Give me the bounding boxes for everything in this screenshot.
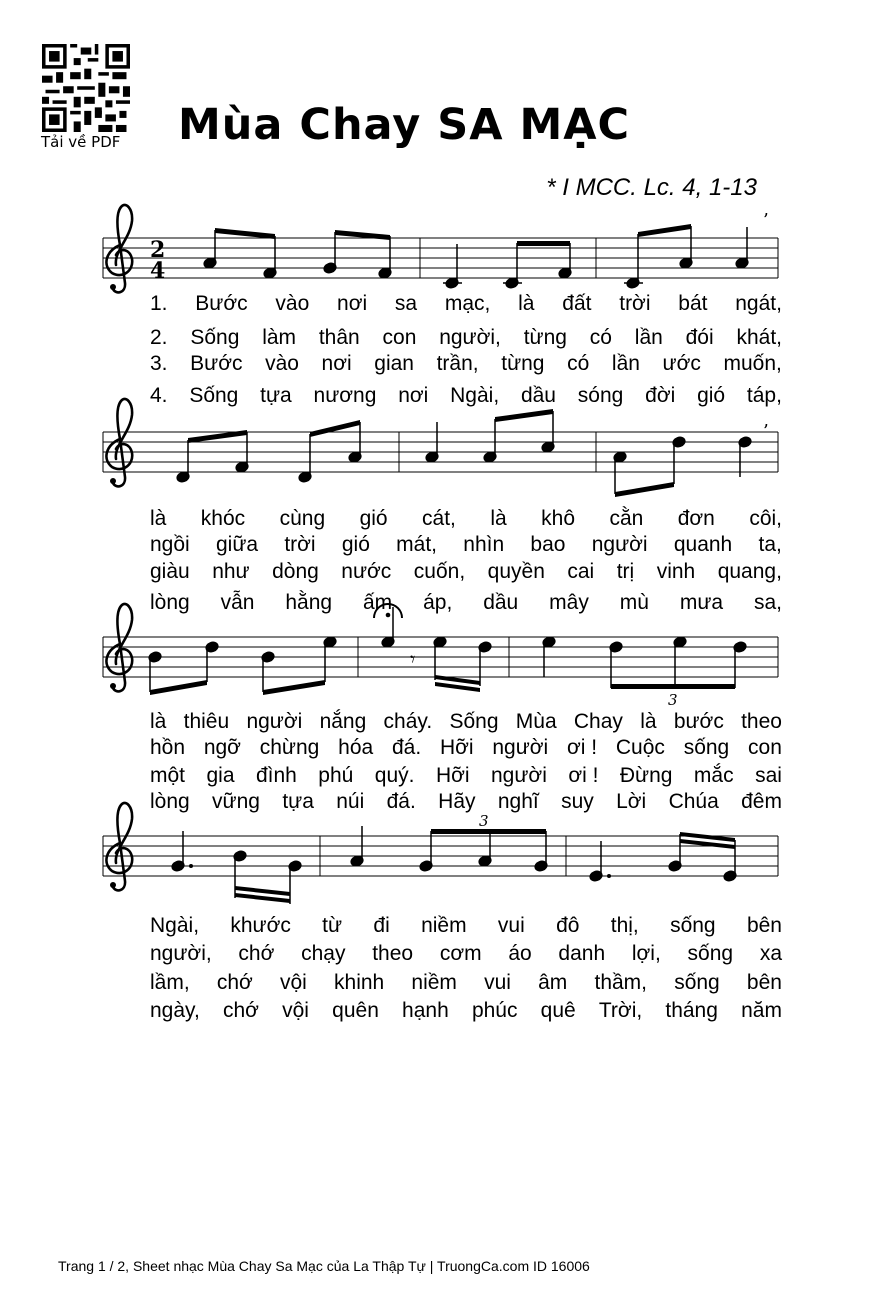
- lyric-word: mây: [549, 591, 589, 614]
- lyric-word: mù: [619, 591, 649, 614]
- lyric-word: hồn: [150, 736, 186, 759]
- lyric-line: [150, 764, 782, 788]
- staff-system-2: [103, 399, 778, 497]
- lyric-word: vững: [212, 790, 260, 813]
- lyric-word: Bước: [195, 292, 248, 315]
- lyric-word: sai: [755, 764, 782, 787]
- lyric-word: giàu: [150, 560, 190, 583]
- lyric-word: lầm,: [150, 971, 190, 994]
- lyric-word: sống: [674, 971, 720, 994]
- lyric-word: quê: [540, 999, 576, 1022]
- lyric-line: [150, 507, 782, 531]
- lyric-word: Sống: [189, 384, 239, 407]
- lyric-word: Hãy: [438, 790, 476, 813]
- lyric-word: tựa: [282, 790, 314, 813]
- lyric-word: đất: [562, 292, 592, 315]
- lyric-word: Hỡi: [435, 764, 470, 787]
- lyric-word: phú: [318, 764, 354, 787]
- lyric-word: thiêu: [183, 710, 230, 733]
- lyric-word: trời: [619, 292, 651, 315]
- lyric-line: [150, 533, 782, 557]
- lyric-word: khát,: [736, 326, 782, 349]
- lyric-word: ước: [662, 352, 701, 375]
- lyric-word: Chúa: [668, 790, 719, 813]
- lyric-word: người,: [439, 326, 501, 349]
- lyric-word: 1.: [150, 292, 168, 315]
- lyric-word: nơi: [398, 384, 429, 407]
- lyric-word: quanh: [673, 533, 733, 556]
- lyric-word: quang,: [717, 560, 782, 583]
- lyric-word: nhìn: [463, 533, 505, 556]
- staff-system-1: [103, 205, 778, 292]
- lyric-word: giữa: [215, 533, 259, 556]
- lyric-line: [150, 591, 782, 615]
- lyric-word: vui: [497, 914, 525, 937]
- lyric-word: đô: [556, 914, 580, 937]
- lyric-word: gió: [341, 533, 370, 556]
- lyric-word: 3.: [150, 352, 168, 375]
- lyric-word: mưa: [679, 591, 724, 614]
- lyric-word: đơn: [677, 507, 715, 530]
- svg-text:’: ’: [763, 210, 769, 231]
- lyric-word: đình: [255, 764, 297, 787]
- lyric-word: Đừng: [619, 764, 673, 787]
- lyric-word: sống: [687, 942, 734, 965]
- lyric-word: ta,: [758, 533, 782, 556]
- lyric-word: Ngài,: [450, 384, 500, 407]
- lyric-word: bên: [746, 971, 782, 994]
- lyric-word: ngát,: [735, 292, 782, 315]
- lyric-word: theo: [372, 942, 414, 965]
- lyric-word: tựa: [260, 384, 292, 407]
- lyric-word: ngồi: [150, 533, 190, 556]
- lyric-word: dầu: [483, 591, 519, 614]
- lyric-word: lòng: [150, 790, 190, 813]
- lyric-word: ấm: [363, 591, 393, 614]
- lyric-word: thị,: [610, 914, 639, 937]
- lyric-word: lần: [611, 352, 640, 375]
- lyric-word: bát: [678, 292, 708, 315]
- lyric-word: năm: [741, 999, 782, 1022]
- lyric-word: Cuộc: [615, 736, 665, 759]
- lyric-word: nắng: [319, 710, 367, 733]
- lyric-word: xa: [759, 942, 782, 965]
- lyric-word: nương: [313, 384, 377, 407]
- lyric-line: [150, 710, 782, 734]
- lyric-word: trị: [616, 560, 635, 583]
- lyric-word: nơi: [337, 292, 368, 315]
- lyric-word: ơi !: [566, 736, 598, 759]
- lyric-line: [150, 971, 782, 995]
- lyric-word: Sống: [190, 326, 240, 349]
- lyric-word: núi: [336, 790, 365, 813]
- lyric-word: trần,: [436, 352, 479, 375]
- lyric-word: phúc: [471, 999, 518, 1022]
- lyric-word: con: [748, 736, 782, 759]
- lyric-word: người: [591, 533, 648, 556]
- lyric-word: Ngài,: [150, 914, 200, 937]
- lyric-word: vui: [484, 971, 511, 994]
- lyric-word: một: [150, 764, 186, 787]
- lyric-word: bước: [673, 710, 724, 733]
- lyric-word: ngày,: [150, 999, 200, 1022]
- lyric-word: suy: [561, 790, 594, 813]
- lyric-word: hóa: [338, 736, 374, 759]
- lyric-word: trời: [284, 533, 316, 556]
- lyric-word: hạnh: [402, 999, 449, 1022]
- lyric-word: khinh: [334, 971, 385, 994]
- lyric-word: là: [640, 710, 657, 733]
- lyric-word: chạy: [301, 942, 346, 965]
- lyric-word: dòng: [272, 560, 319, 583]
- lyric-word: lợi,: [631, 942, 661, 965]
- lyric-word: Bước: [190, 352, 243, 375]
- lyric-word: người: [246, 710, 303, 733]
- lyric-word: nơi: [321, 352, 352, 375]
- lyric-word: người: [491, 764, 547, 787]
- lyric-word: nước: [341, 560, 392, 583]
- triplet-mark: 3: [479, 812, 489, 830]
- lyric-word: sống: [683, 736, 730, 759]
- lyric-word: ơi !: [568, 764, 599, 787]
- lyric-word: đói: [685, 326, 714, 349]
- lyric-word: cằn: [609, 507, 644, 530]
- lyric-word: 4.: [150, 384, 168, 407]
- lyric-word: gian: [374, 352, 414, 375]
- lyric-line: [150, 790, 782, 814]
- lyric-line: [150, 352, 782, 376]
- svg-text:𝄾: 𝄾: [410, 647, 416, 671]
- lyric-word: áo: [508, 942, 532, 965]
- lyric-word: âm: [538, 971, 568, 994]
- lyric-word: là: [150, 710, 167, 733]
- lyric-word: từng: [523, 326, 567, 349]
- lyric-word: lần: [634, 326, 663, 349]
- lyric-word: từ: [322, 914, 343, 937]
- lyric-word: gia: [206, 764, 235, 787]
- lyric-word: Sống: [449, 710, 499, 733]
- lyric-word: cuốn,: [413, 560, 466, 583]
- lyric-word: cháy.: [383, 710, 433, 733]
- time-signature-bottom: 4: [150, 258, 166, 284]
- lyric-word: đời: [645, 384, 676, 407]
- lyric-word: đá.: [386, 790, 416, 813]
- lyric-word: sống: [670, 914, 716, 937]
- lyric-word: là: [490, 507, 507, 530]
- lyric-word: đá.: [391, 736, 422, 759]
- lyric-word: như: [212, 560, 250, 583]
- lyric-word: khóc: [200, 507, 246, 530]
- lyric-word: Hỡi: [439, 736, 474, 759]
- lyric-word: vội: [279, 971, 307, 994]
- lyric-word: vào: [265, 352, 299, 375]
- lyric-line: [150, 736, 782, 760]
- svg-text:’: ’: [763, 421, 769, 442]
- lyric-word: gió: [697, 384, 726, 407]
- lyric-word: gió: [359, 507, 388, 530]
- lyric-word: chớ: [216, 971, 253, 994]
- lyric-word: bao: [530, 533, 566, 556]
- lyric-word: muốn,: [723, 352, 782, 375]
- lyric-line: [150, 999, 782, 1023]
- lyric-word: quyền: [487, 560, 545, 583]
- page-footer: Trang 1 / 2, Sheet nhạc Mùa Chay Sa Mạc của La Thập Tự | TruongCa.com ID 16006: [58, 1258, 590, 1274]
- lyric-word: chớ: [238, 942, 275, 965]
- lyric-word: con: [382, 326, 417, 349]
- lyric-word: chớ: [223, 999, 259, 1022]
- lyric-word: sa,: [753, 591, 782, 614]
- lyric-word: sa: [394, 292, 418, 315]
- lyric-word: mạc,: [444, 292, 491, 315]
- lyric-line: [150, 914, 782, 938]
- lyric-word: vào: [275, 292, 310, 315]
- lyric-word: quý.: [374, 764, 415, 787]
- lyric-word: danh: [558, 942, 606, 965]
- lyric-word: mắc: [693, 764, 734, 787]
- lyric-word: Trời,: [598, 999, 643, 1022]
- lyric-line: [150, 292, 782, 316]
- lyric-word: cai: [567, 560, 595, 583]
- lyric-word: có: [567, 352, 590, 375]
- lyric-word: từng: [501, 352, 545, 375]
- lyric-word: táp,: [746, 384, 782, 407]
- lyric-word: vinh: [656, 560, 696, 583]
- lyric-word: người,: [150, 942, 212, 965]
- lyric-word: niềm: [411, 971, 457, 994]
- lyric-word: vẫn: [220, 591, 255, 614]
- lyric-word: người: [492, 736, 549, 759]
- lyric-word: khô: [541, 507, 575, 530]
- lyric-word: đêm: [741, 790, 782, 813]
- lyric-word: thân: [318, 326, 360, 349]
- lyric-word: đi: [373, 914, 390, 937]
- lyric-word: thầm,: [594, 971, 648, 994]
- lyric-word: quên: [332, 999, 379, 1022]
- lyric-word: 2.: [150, 326, 168, 349]
- lyric-word: làm: [262, 326, 297, 349]
- lyric-line: [150, 326, 782, 350]
- lyric-word: Chay: [573, 710, 623, 733]
- lyric-word: ngỡ: [203, 736, 241, 759]
- download-pdf-link[interactable]: Tải về PDF: [41, 133, 121, 151]
- lyric-word: tháng: [665, 999, 718, 1022]
- lyric-word: côi,: [749, 507, 782, 530]
- lyric-word: mát,: [396, 533, 437, 556]
- lyric-word: khước: [230, 914, 291, 937]
- lyric-word: lòng: [150, 591, 190, 614]
- lyric-word: Lời: [616, 790, 647, 813]
- scripture-reference: * I MCC. Lc. 4, 1-13: [546, 174, 757, 201]
- lyric-word: bên: [746, 914, 782, 937]
- lyric-line: [150, 560, 782, 584]
- lyric-word: là: [150, 507, 167, 530]
- lyric-word: chừng: [259, 736, 320, 759]
- lyric-word: có: [589, 326, 612, 349]
- lyric-word: vội: [282, 999, 309, 1022]
- lyric-word: niềm: [421, 914, 467, 937]
- lyric-word: cát,: [422, 507, 456, 530]
- lyric-word: hằng: [285, 591, 333, 614]
- lyric-word: sóng: [577, 384, 624, 407]
- lyric-line: [150, 942, 782, 966]
- lyric-word: theo: [741, 710, 782, 733]
- lyric-word: là: [518, 292, 535, 315]
- time-signature-top: 2: [150, 237, 166, 263]
- lyric-word: dầu: [520, 384, 556, 407]
- song-title: Mùa Chay SA MẠC: [178, 100, 631, 150]
- lyric-word: áp,: [423, 591, 453, 614]
- lyric-word: cơm: [439, 942, 482, 965]
- staff-system-3: [103, 604, 778, 709]
- staff-system-4: [103, 803, 778, 904]
- triplet-mark: 3: [668, 691, 678, 709]
- lyric-word: cùng: [279, 507, 326, 530]
- lyric-word: nghĩ: [497, 790, 539, 813]
- lyric-word: Mùa: [515, 710, 557, 733]
- lyric-line: [150, 384, 782, 408]
